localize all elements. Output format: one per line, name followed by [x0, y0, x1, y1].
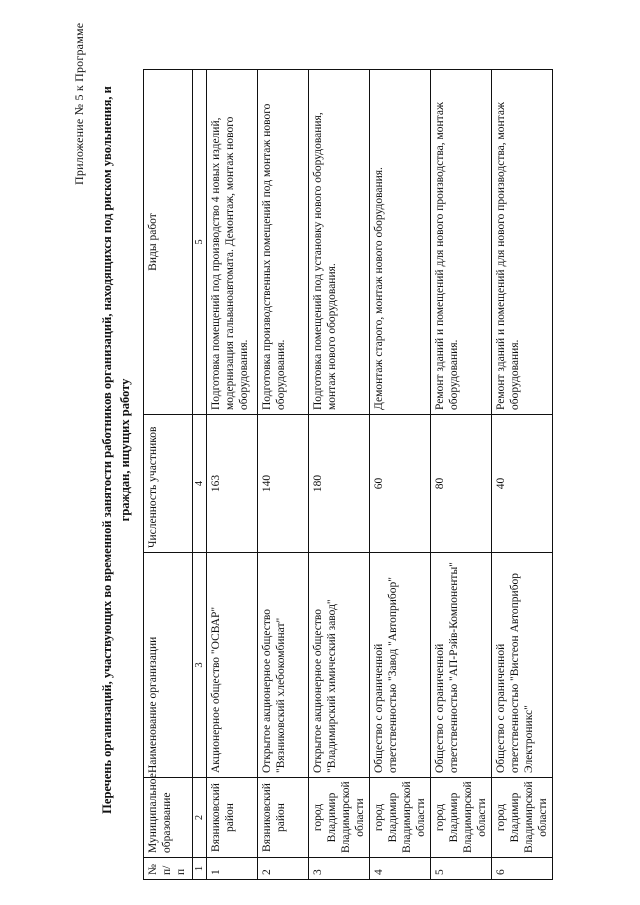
table-header-row [144, 70, 193, 880]
organizations-table [143, 69, 553, 880]
document-title-line-1: Перечень организаций, участвующих во временной занятости работников организаций, находящихся под риском увольнения, и [100, 86, 114, 814]
row-works: Демонтаж старого, монтаж нового оборудования. [370, 70, 431, 415]
table-row [309, 70, 370, 880]
table-row [258, 70, 309, 880]
row-participants: 60 [370, 415, 431, 553]
row-number: 4 [370, 858, 431, 880]
row-municipality: город Владимир Владимирской области [370, 778, 431, 858]
table-row [207, 70, 258, 880]
column-number-row [193, 70, 207, 880]
row-organization: Открытое акционерное общество "Вязниковский хлебокомбинат" [258, 553, 309, 778]
document-title [98, 70, 134, 830]
row-municipality: город Владимир Владимирской области [492, 778, 553, 858]
row-municipality: город Владимир Владимирской области [431, 778, 492, 858]
header-works: Виды работ [144, 70, 193, 415]
table-row [370, 70, 431, 880]
column-number: 3 [193, 553, 207, 778]
column-number: 5 [193, 70, 207, 415]
row-municipality: Вязниковский район [258, 778, 309, 858]
row-works: Ремонт зданий и помещений для нового производства, монтаж оборудования. [431, 70, 492, 415]
row-works: Подготовка помещений под установку нового оборудования, монтаж нового оборудования. [309, 70, 370, 415]
row-number: 5 [431, 858, 492, 880]
row-participants: 80 [431, 415, 492, 553]
document-title-line-2: граждан, ищущих работу [118, 378, 132, 522]
row-organization: Общество с ограниченной ответственностью "Вистеон Автоприбор Электроникс" [492, 553, 553, 778]
table-row [431, 70, 492, 880]
row-number: 3 [309, 858, 370, 880]
row-municipality: Вязниковский район [207, 778, 258, 858]
row-participants: 40 [492, 415, 553, 553]
column-number: 2 [193, 778, 207, 858]
header-number: № п/п [144, 858, 193, 880]
row-number: 1 [207, 858, 258, 880]
header-organization: Наименование организации [144, 553, 193, 778]
row-number: 2 [258, 858, 309, 880]
row-organization: Общество с ограниченной ответственностью "Завод "Автоприбор" [370, 553, 431, 778]
header-participants: Численность участников [144, 415, 193, 553]
table-row [492, 70, 553, 880]
row-municipality: город Владимир Владимирской области [309, 778, 370, 858]
column-number: 4 [193, 415, 207, 553]
row-works: Подготовка помещений под производство 4 новых изделий, модернизация гальваноавтомата. Демонтаж, монтаж нового оборудования. [207, 70, 258, 415]
row-works: Ремонт зданий и помещений для нового производства, монтаж оборудования. [492, 70, 553, 415]
header-municipality: Муниципальное образование [144, 778, 193, 858]
row-organization: Открытое акционерное общество "Владимирский химический завод" [309, 553, 370, 778]
row-number: 6 [492, 858, 553, 880]
appendix-label: Приложение № 5 к Программе [72, 22, 86, 185]
row-participants: 140 [258, 415, 309, 553]
row-organization: Акционерное общество "ОСВАР" [207, 553, 258, 778]
row-participants: 180 [309, 415, 370, 553]
row-organization: Общество с ограниченной ответственностью "АП-Рэйв-Компоненты" [431, 553, 492, 778]
column-number: 1 [193, 858, 207, 880]
row-participants: 163 [207, 415, 258, 553]
row-works: Подготовка производственных помещений под монтаж нового оборудования. [258, 70, 309, 415]
